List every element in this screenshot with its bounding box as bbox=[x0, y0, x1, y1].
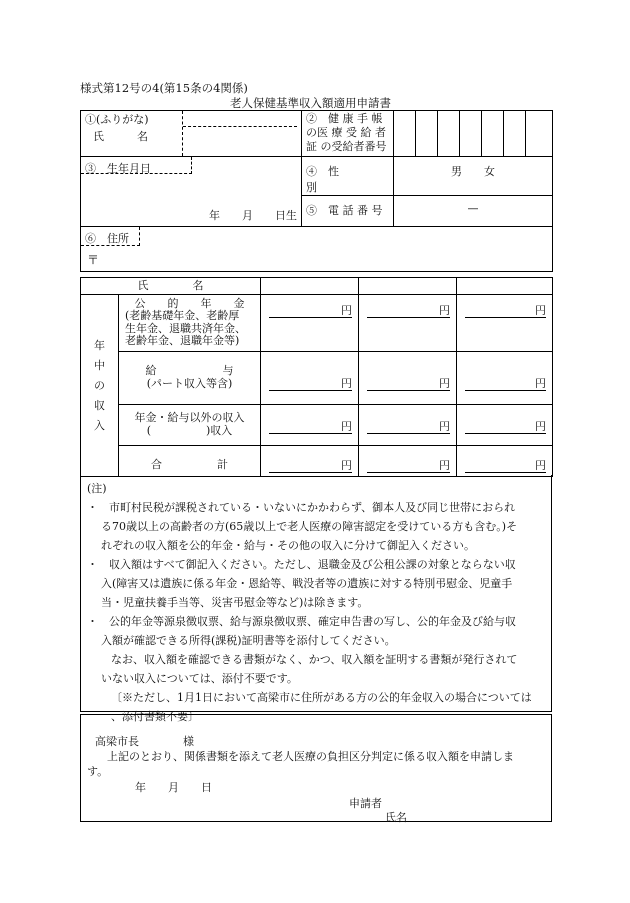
total-amount[interactable]: 円 bbox=[359, 446, 457, 477]
card-label-cell bbox=[302, 111, 394, 157]
other-sub: ( )収入 bbox=[146, 424, 233, 437]
note-3b: 入額が確認できる所得(課税)証明書等を添付してください。 bbox=[101, 634, 396, 647]
note-1c: れぞれの収入額を公的年金・給与・その他の収入に分けて御記入ください。 bbox=[101, 539, 475, 552]
member-name-field[interactable] bbox=[359, 278, 457, 295]
name-header: 氏 名 bbox=[81, 278, 261, 295]
tel-label: ⑤ 電 話 番 号 bbox=[302, 196, 394, 227]
member-name-field[interactable] bbox=[457, 278, 553, 295]
member-name-field[interactable] bbox=[261, 278, 359, 295]
label-divider bbox=[182, 111, 183, 156]
salary-category bbox=[119, 352, 261, 405]
name-label: 氏 名 bbox=[93, 130, 148, 143]
application-statement: 上記のとおり、関係書類を添えて老人医療の負担区分判定に係る収入額を申請しま bbox=[107, 750, 514, 763]
note-1b: る70歳以上の高齢者の方(65歳以上で老人医療の障害認定を受けている方も含む。)そ bbox=[101, 520, 518, 533]
other-amount[interactable]: 円 bbox=[457, 405, 553, 446]
note-2c: 当・児童扶養手当等、災害弔慰金等など)は除きます。 bbox=[101, 596, 369, 609]
total-amount[interactable]: 円 bbox=[261, 446, 359, 477]
address-cell[interactable] bbox=[81, 227, 553, 272]
applicant-name-label[interactable]: 氏名 bbox=[385, 811, 407, 824]
sex-label: ④ 性 別 bbox=[302, 157, 394, 196]
pension-sub-2: 生年金、退職共済年金、 bbox=[125, 321, 246, 335]
salary-sub: (パート収入等含) bbox=[146, 377, 233, 390]
card-number-digit[interactable] bbox=[460, 111, 482, 157]
card-number-digit[interactable] bbox=[438, 111, 460, 157]
application-box bbox=[80, 714, 552, 822]
other-category bbox=[119, 405, 261, 446]
application-date[interactable]: 年 月 日 bbox=[135, 781, 212, 794]
total-label: 合 計 bbox=[151, 458, 228, 471]
name-cell[interactable] bbox=[81, 111, 302, 157]
note-1: ・ 市町村民税が課税されている・いないにかかわらず、御本人及び同じ世帯におられ bbox=[87, 501, 516, 514]
card-number-digit[interactable] bbox=[394, 111, 416, 157]
note-3: ・ 公的年金等源泉徴収票、給与源泉徴収票、確定申告書の写し、公的年金及び給与収 bbox=[87, 615, 516, 628]
postal-mark: 〒 bbox=[87, 253, 100, 267]
form-code: 様式第12号の4(第15条の4関係) bbox=[80, 81, 248, 95]
addressee: 高梁市長 様 bbox=[95, 735, 194, 748]
notes-heading: (注) bbox=[87, 482, 107, 495]
salary-amount[interactable]: 円 bbox=[359, 352, 457, 405]
pension-amount[interactable]: 円 bbox=[457, 295, 553, 352]
pension-category bbox=[119, 295, 261, 352]
birth-date-format: 年 月 日生 bbox=[209, 209, 297, 222]
card-number-digit[interactable] bbox=[416, 111, 438, 157]
birth-date-cell[interactable] bbox=[81, 157, 302, 227]
salary-amount[interactable]: 円 bbox=[261, 352, 359, 405]
sex-options[interactable]: 男 女 bbox=[394, 157, 553, 196]
pension-sub-3: 老齢年金、退職年金等) bbox=[125, 334, 240, 347]
card-label-line-2: の医 療 受 給 者 bbox=[306, 126, 386, 139]
total-amount[interactable]: 円 bbox=[457, 446, 553, 477]
pension-title: 公 的 年 金 bbox=[134, 297, 245, 310]
other-title: 年金・給与以外の収入 bbox=[134, 411, 245, 424]
salary-title: 給 与 bbox=[145, 364, 234, 377]
furigana-divider bbox=[183, 126, 297, 127]
furigana-label: ①(ふりがな) bbox=[85, 113, 149, 126]
address-label: ⑥ 住所 bbox=[85, 232, 129, 245]
card-label-line-3: 証 の受給者番号 bbox=[306, 140, 387, 153]
tel-field[interactable]: — bbox=[394, 196, 553, 227]
note-4b: いない収入については、添付不要です。 bbox=[101, 672, 298, 685]
total-category bbox=[119, 446, 261, 477]
salary-amount[interactable]: 円 bbox=[457, 352, 553, 405]
card-number-digit[interactable] bbox=[482, 111, 504, 157]
pension-amount[interactable]: 円 bbox=[359, 295, 457, 352]
pension-sub-1: (老齢基礎年金、老齢厚 bbox=[125, 309, 240, 322]
birth-label: ③ 生年月日 bbox=[85, 162, 151, 175]
pension-amount[interactable]: 円 bbox=[261, 295, 359, 352]
other-amount[interactable]: 円 bbox=[261, 405, 359, 446]
form-title: 老人保健基準収入額適用申請書 bbox=[230, 96, 391, 110]
note-2: ・ 収入額はすべて御記入ください。ただし、退職金及び公租公課の対象とならない収 bbox=[87, 558, 516, 571]
annual-income-label: 年 中 の 収 入 bbox=[81, 295, 119, 477]
income-table bbox=[80, 277, 553, 477]
note-4: なお、収入額を確認できる書類がなく、かつ、収入額を証明する書類が発行されて bbox=[111, 653, 518, 666]
note-2b: 入(障害又は遺族に係る年金・恩給等、戦没者等の遺族に対する特別弔慰金、児童手 bbox=[101, 577, 513, 590]
notes-box bbox=[80, 475, 552, 723]
application-statement-2: す。 bbox=[87, 765, 109, 778]
note-5b: 、添付書類不要〕 bbox=[111, 710, 199, 723]
card-number-digit[interactable] bbox=[526, 111, 553, 157]
other-amount[interactable]: 円 bbox=[359, 405, 457, 446]
applicant-label: 申請者 bbox=[349, 797, 382, 810]
card-label-line-1: ② 健 康 手 帳 bbox=[306, 112, 383, 125]
applicant-table bbox=[80, 110, 553, 272]
card-number-digit[interactable] bbox=[504, 111, 526, 157]
note-5: 〔※ただし、1月1日において高梁市に住所がある方の公的年金収入の場合については bbox=[111, 691, 532, 704]
